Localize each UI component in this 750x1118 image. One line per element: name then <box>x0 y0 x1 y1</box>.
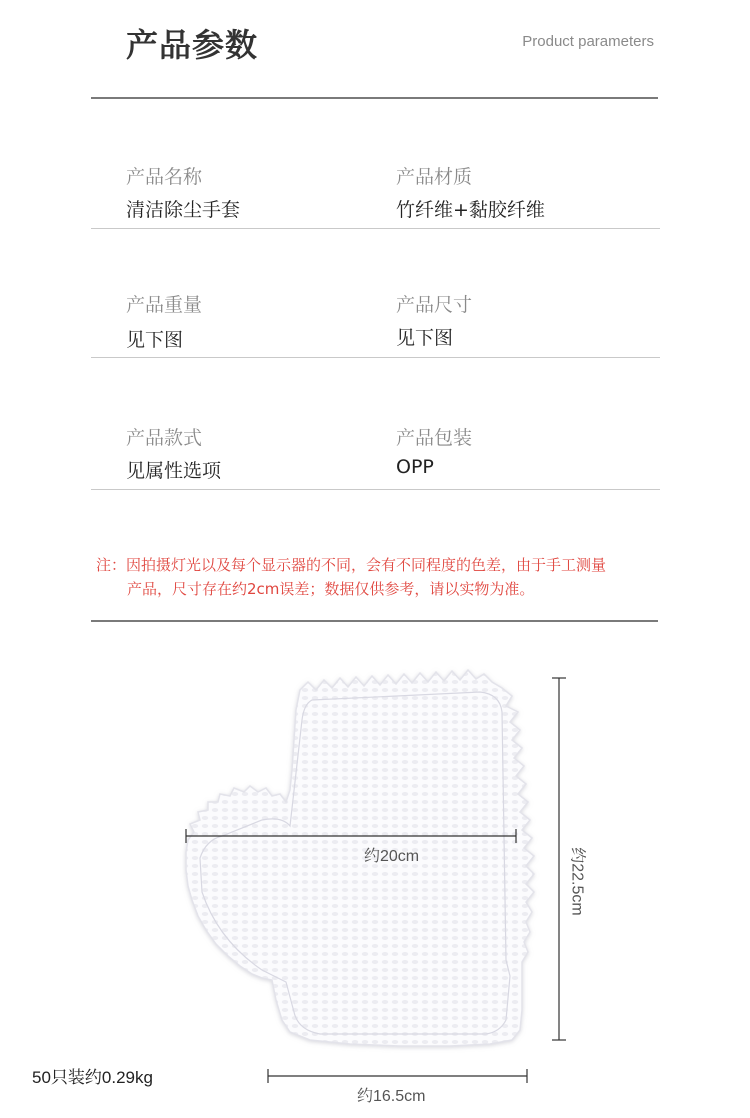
page-subtitle: Product parameters <box>522 33 654 50</box>
base-dimension-label: 约16.5cm <box>357 1088 426 1105</box>
pack-weight-label: 50只装约0.29kg <box>32 1068 153 1087</box>
disclaimer-line-1: 注：因拍摄灯光以及每个显示器的不同，会有不同程度的色差，由于手工测量 <box>96 556 607 574</box>
param-value-size: 见下图 <box>396 327 454 349</box>
param-label-name: 产品名称 <box>126 166 203 188</box>
param-value-name: 清洁除尘手套 <box>126 199 241 221</box>
param-label-size: 产品尺寸 <box>396 294 473 316</box>
param-label-material: 产品材质 <box>396 166 473 188</box>
param-value-package: OPP <box>396 456 434 478</box>
param-label-package: 产品包装 <box>396 427 473 449</box>
param-value-material: 竹纤维+黏胶纤维 <box>396 199 545 221</box>
height-dimension-label: 约22.5cm <box>568 847 586 916</box>
page-title: 产品参数 <box>126 26 259 64</box>
param-label-weight: 产品重量 <box>126 294 203 316</box>
param-label-style: 产品款式 <box>126 427 203 449</box>
param-value-style: 见属性选项 <box>126 460 222 482</box>
param-value-weight: 见下图 <box>126 329 184 351</box>
disclaimer-line-2: 产品，尺寸存在约2cm误差；数据仅供参考，请以实物为准。 <box>127 580 535 598</box>
width-dimension-label: 约20cm <box>364 848 420 865</box>
